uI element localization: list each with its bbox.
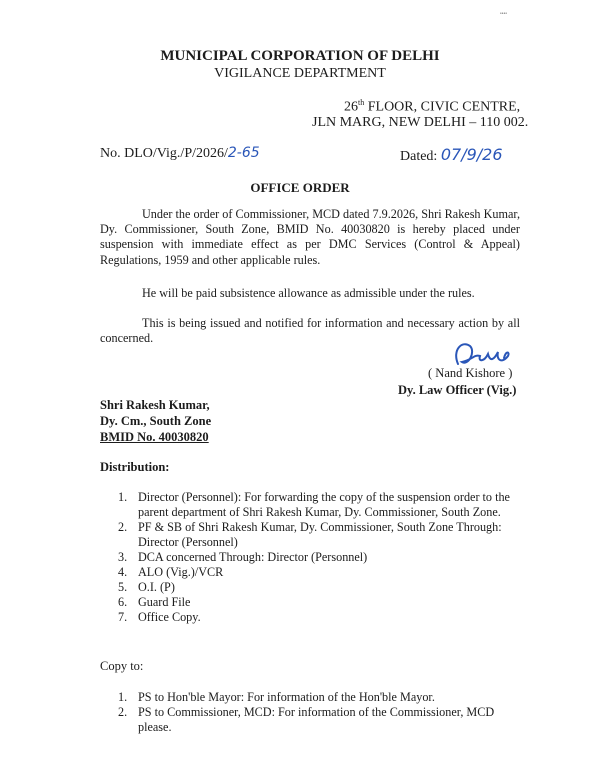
item-number: 1.	[118, 490, 128, 504]
item-text: DCA concerned Through: Director (Personnel)	[138, 550, 368, 564]
item-number: 3.	[118, 550, 128, 564]
signatory-designation: Dy. Law Officer (Vig.)	[398, 383, 517, 397]
distribution-list	[100, 490, 530, 625]
copy-to-heading: Copy to:	[100, 659, 144, 673]
order-date	[400, 145, 503, 165]
address-line-2: JLN MARG, NEW DELHI – 110 002.	[312, 115, 529, 130]
paragraph-2	[100, 286, 520, 301]
floor-number: 26	[344, 99, 358, 115]
item-number: 4.	[118, 565, 128, 579]
item-number: 7.	[118, 610, 128, 624]
list-item	[100, 490, 530, 520]
organization-name: MUNICIPAL CORPORATION OF DELHI	[160, 48, 440, 64]
list-item	[100, 580, 530, 595]
reference-prefix: No. DLO/Vig./P/2026/	[100, 146, 228, 161]
list-item	[100, 595, 530, 610]
corner-mark: ••••	[500, 12, 508, 17]
handwritten-date: 07/9/26	[440, 145, 503, 164]
item-number: 5.	[118, 580, 128, 594]
list-item	[100, 520, 530, 550]
addressee-post: Dy. Cm., South Zone	[100, 414, 212, 428]
address-line-1	[344, 98, 520, 116]
item-text: Guard File	[138, 595, 191, 609]
reference-number	[100, 145, 260, 162]
handwritten-reference: 2-65	[227, 145, 260, 161]
paragraph-3-text: This is being issued and notified for information and necessary action by all concerned.	[100, 316, 520, 346]
signatory-name: ( Nand Kishore )	[428, 366, 513, 380]
item-text: O.I. (P)	[138, 580, 175, 594]
item-text: PF & SB of Shri Rakesh Kumar, Dy. Commissioner, South Zone Through: Director (Personnel)	[138, 520, 502, 549]
item-number: 1.	[118, 690, 128, 704]
floor-suffix: th	[358, 98, 365, 107]
copy-to-list	[100, 690, 530, 735]
distribution-heading: Distribution:	[100, 460, 170, 474]
list-item	[100, 705, 530, 735]
document-title: OFFICE ORDER	[250, 180, 350, 195]
item-text: PS to Commissioner, MCD: For information of the Commissioner, MCD please.	[138, 705, 495, 734]
list-item	[100, 690, 530, 705]
item-number: 6.	[118, 595, 128, 609]
addressee-bmid: BMID No. 40030820	[100, 430, 209, 444]
item-number: 2.	[118, 705, 128, 719]
item-text: PS to Hon'ble Mayor: For information of the Hon'ble Mayor.	[138, 690, 435, 704]
paragraph-1	[100, 207, 520, 268]
item-number: 2.	[118, 520, 128, 534]
list-item	[100, 550, 530, 565]
item-text: Director (Personnel): For forwarding the copy of the suspension order to the parent department of Shri Rakesh Kumar, Dy. Commissioner, South Zone.	[138, 490, 510, 519]
department-name: VIGILANCE DEPARTMENT	[214, 66, 386, 81]
item-text: ALO (Vig.)/VCR	[138, 565, 224, 579]
address-line-1-rest: FLOOR, CIVIC CENTRE,	[364, 99, 521, 115]
list-item	[100, 610, 530, 625]
paragraph-1-text: Under the order of Commissioner, MCD dated 7.9.2026, Shri Rakesh Kumar, Dy. Commissioner, South Zone, BMID No. 40030820 is hereby placed under suspension with immediate effect as per DMC Services (Control & Appeal) Regulations, 1959 and other applicable rules.	[100, 207, 520, 267]
dated-label: Dated:	[400, 149, 438, 164]
list-item	[100, 565, 530, 580]
item-text: Office Copy.	[138, 610, 201, 624]
paragraph-2-text: He will be paid subsistence allowance as admissible under the rules.	[142, 286, 475, 300]
addressee-name: Shri Rakesh Kumar,	[100, 398, 210, 412]
